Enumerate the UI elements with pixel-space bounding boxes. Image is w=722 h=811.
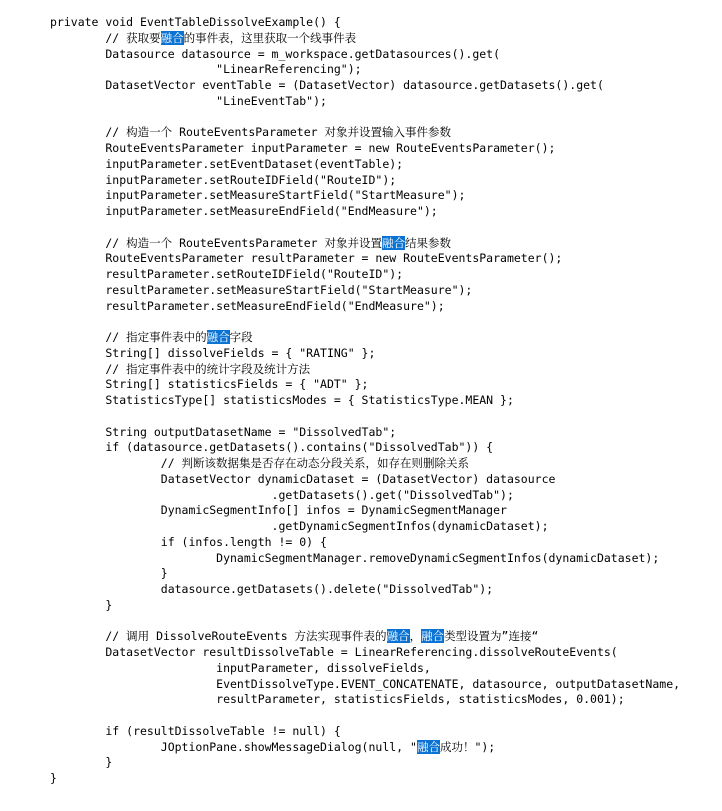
- code-line: if (resultDissolveTable != null) {: [50, 723, 341, 738]
- code-line: // 指定事件表中的统计字段及统计方法: [50, 361, 311, 376]
- code-line: .getDatasets().get("DissolvedTab");: [50, 487, 514, 502]
- code-line: if (datasource.getDatasets().contains("DissolvedTab")) {: [50, 440, 494, 455]
- code-line: resultParameter.setRouteIDField("RouteID");: [50, 267, 404, 281]
- code-line: RouteEventsParameter inputParameter = new RouteEventsParameter();: [50, 141, 556, 155]
- search-highlight: 融合: [386, 629, 410, 644]
- code-line: DatasetVector resultDissolveTable = LinearReferencing.dissolveRouteEvents(: [50, 645, 618, 659]
- code-line: String[] dissolveFields = { "RATING" };: [50, 345, 376, 360]
- code-line: DynamicSegmentManager.removeDynamicSegmentInfos(dynamicDataset);: [50, 550, 660, 565]
- code-line: if (infos.length != 0) {: [50, 534, 327, 549]
- code-line: inputParameter.setMeasureEndField("EndMeasure");: [50, 204, 438, 218]
- code-line: resultParameter, statisticsFields, statisticsModes, 0.001);: [50, 692, 625, 707]
- code-line: DynamicSegmentInfo[] infos = DynamicSegmentManager: [50, 503, 507, 518]
- code-line: }: [50, 597, 113, 612]
- code-line: inputParameter.setRouteIDField("RouteID");: [50, 172, 397, 187]
- code-line: StatisticsType[] statisticsModes = { StatisticsType.MEAN };: [50, 393, 514, 407]
- code-line: // 调用 DissolveRouteEvents 方法实现事件表的融合，融合类型设置为”连接“: [50, 629, 539, 644]
- code-line: .getDynamicSegmentInfos(dynamicDataset);: [50, 519, 549, 533]
- code-line: DatasetVector dynamicDataset = (DatasetVector) datasource: [50, 471, 556, 486]
- code-line: JOptionPane.showMessageDialog(null, "融合成功！");: [50, 739, 496, 754]
- search-highlight: 融合: [421, 629, 445, 644]
- code-line: EventDissolveType.EVENT_CONCATENATE, datasource, outputDatasetName,: [50, 676, 681, 691]
- code-line: // 构造一个 RouteEventsParameter 对象并设置融合结果参数: [50, 235, 451, 250]
- code-line: String[] statisticsFields = { "ADT" };: [50, 377, 369, 392]
- search-highlight: 融合: [381, 235, 405, 250]
- code-line: String outputDatasetName = "DissolvedTab";: [50, 424, 397, 439]
- code-line: private void EventTableDissolveExample() {: [50, 15, 341, 29]
- code-line: // 获取要融合的事件表，这里获取一个线事件表: [50, 30, 357, 45]
- search-highlight: 融合: [206, 330, 230, 344]
- code-line: // 构造一个 RouteEventsParameter 对象并设置输入事件参数: [50, 125, 451, 140]
- code-line: inputParameter.setMeasureStartField("StartMeasure");: [50, 188, 466, 203]
- code-line: Datasource datasource = m_workspace.getDatasources().get(: [50, 46, 501, 61]
- code-line: }: [50, 755, 113, 770]
- code-line: resultParameter.setMeasureStartField("StartMeasure");: [50, 282, 473, 297]
- code-line: // 指定事件表中的融合字段: [50, 330, 253, 344]
- code-line: RouteEventsParameter resultParameter = new RouteEventsParameter();: [50, 251, 563, 266]
- code-line: // 判断该数据集是否存在动态分段关系，如存在则删除关系: [50, 456, 470, 470]
- code-line: "LinearReferencing");: [50, 62, 362, 77]
- search-highlight: 融合: [416, 739, 440, 754]
- code-line: }: [50, 771, 57, 785]
- code-line: inputParameter.setEventDataset(eventTable);: [50, 156, 404, 171]
- code-line: DatasetVector eventTable = (DatasetVector) datasource.getDatasets().get(: [50, 78, 604, 92]
- code-line: "LineEventTab");: [50, 93, 327, 108]
- code-line: }: [50, 566, 168, 581]
- search-highlight: 融合: [160, 30, 184, 45]
- code-line: datasource.getDatasets().delete("DissolvedTab");: [50, 582, 494, 596]
- code-line: resultParameter.setMeasureEndField("EndMeasure");: [50, 298, 445, 313]
- code-line: inputParameter, dissolveFields,: [50, 660, 431, 675]
